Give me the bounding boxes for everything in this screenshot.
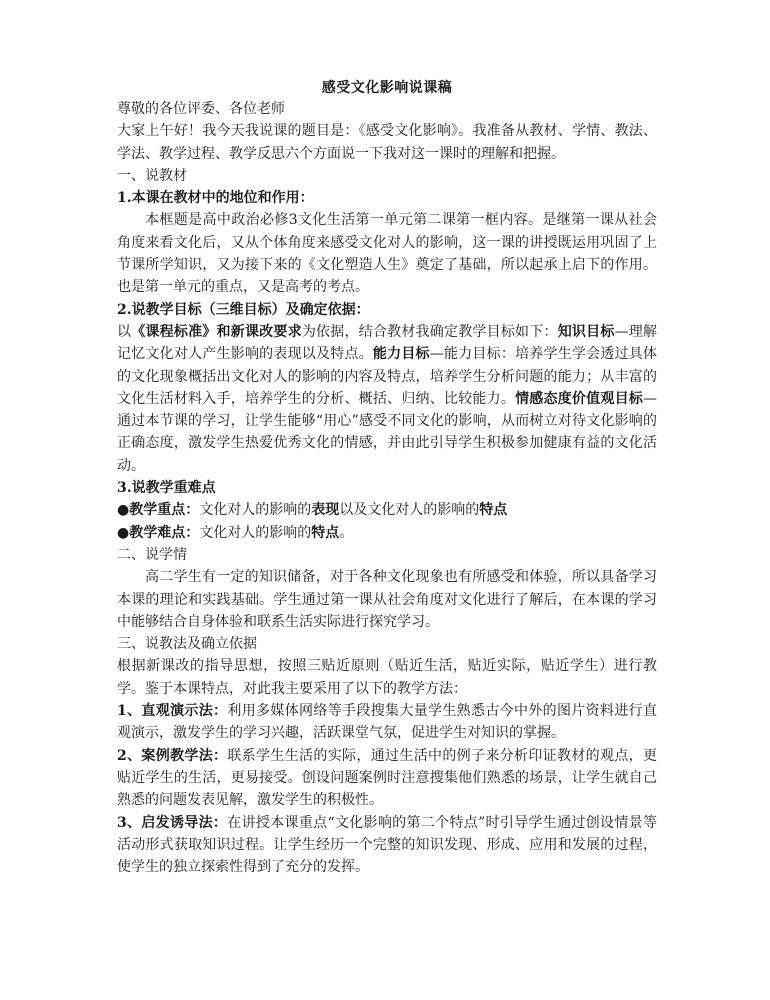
objectives-text: 为依据，结合教材我确定教学目标如下： — [301, 323, 558, 340]
method-text: 利用多媒体网络等手段搜集大量学生熟悉古今中外的图片资料进行直观演示，激发学生的学习兴趣，活跃课堂气氛，促进学生对知识的掌握。 — [117, 703, 657, 742]
curriculum-standard: 《课程标准》和新课改要求 — [131, 323, 302, 340]
section-heading-students: 二、说学情 — [117, 546, 187, 563]
difficult-point-line — [117, 522, 657, 544]
method-text: 联系学生生活的实际，通过生活中的例子来分析印证教材的观点，更贴近学生的生活，更易接受。创设问题案例时注意搜集他们熟悉的场景，让学生就自己熟悉的问题发表见解，激发学生的积极性。 — [117, 747, 657, 809]
objectives-text: 以 — [117, 323, 132, 340]
students-paragraph: 高二学生有一定的知识储备，对于各种文化现象也有所感受和体验，所以具备学习本课的理论和实践基础。学生通过第一课从社会角度对文化进行了解后，在本课的学习中能够结合自身体验和联系生活实际进行探究学习。 — [117, 569, 657, 630]
key-point-text: 以及文化对人的影响的 — [339, 502, 480, 519]
emotion-goal-label: 情感态度价值观目标 — [515, 390, 644, 407]
document-title: 感受文化影响说课稿 — [321, 80, 453, 96]
status-role-paragraph: 本框题是高中政治必修3文化生活第一单元第二课第一框内容。是继第一课从社会角度来看文化后，又从个体角度来感受文化对人的影响，这一课的讲授既运用巩固了上节课所学知识，又为接下来的《文化塑造人生》奠定了基础，所以起承上启下的作用。也是第一单元的重点，又是高考的考点。 — [117, 212, 657, 296]
intro-paragraph: 大家上午好！我今天我说课的题目是：《感受文化影响》。我准备从教材、学情、教法、学法、教学过程、教学反思六个方面说一下我对这一课时的理解和把握。 — [117, 123, 657, 162]
method-item — [117, 812, 657, 879]
greeting: 尊敬的各位评委、各位老师 — [117, 101, 285, 117]
method-label: 1、直观演示法： — [117, 703, 228, 720]
subheading-objectives: 2.说教学目标（三维目标）及确定依据： — [117, 301, 370, 318]
knowledge-goal-label: 知识目标 — [557, 323, 615, 340]
difficult-point-emph: 特点 — [311, 524, 340, 541]
key-point-text: 文化对人的影响的 — [199, 502, 312, 519]
key-point-emph: 表现 — [311, 502, 340, 519]
difficult-point-text: 文化对人的影响的 — [199, 524, 312, 541]
emotion-goal-text: —通过本节课的学习，让学生能够“用心”感受不同文化的影响，从而树立对待文化影响的正确态度，激发学生热爱优秀文化的情感，并由此引导学生积极参加健康有益的文化活动。 — [117, 390, 658, 474]
subheading-key-difficult: 3.说教学重难点 — [117, 480, 216, 497]
method-item — [117, 745, 657, 812]
subheading-status-role: 1.本课在教材中的地位和作用： — [117, 190, 314, 207]
ability-goal-text: —能力目标：培养学生学会透过具体的文化现象概括出文化对人的影响的内容及特点，培养学生分析问题的能力；从丰富的文化生活材料入手，培养学生的分析、概括、归纳、比较能力。 — [117, 346, 658, 407]
method-label: 3、启发诱导法： — [117, 814, 228, 831]
ability-goal-label: 能力目标 — [372, 346, 430, 363]
method-item — [117, 700, 657, 745]
key-point-label: ●教学重点： — [117, 502, 200, 519]
method-label: 2、案例教学法： — [117, 747, 228, 764]
key-point-emph: 特点 — [479, 502, 508, 519]
key-point-line — [117, 499, 657, 521]
section-heading-textbook: 一、说教材 — [117, 167, 187, 184]
methods-paragraph: 根据新课改的指导思想，按照三贴近原则（贴近生活，贴近实际，贴近学生）进行教学。鉴于本课特点，对此我主要采用了以下的教学方法： — [117, 658, 657, 697]
difficult-point-label: ●教学难点： — [117, 524, 200, 541]
objectives-paragraph — [117, 321, 657, 477]
difficult-point-text: 。 — [339, 524, 354, 541]
section-heading-methods: 三、说教法及确立依据 — [117, 636, 257, 653]
knowledge-goal-text: —理解记忆文化对人产生影响的表现以及特点。 — [117, 323, 658, 363]
document-page — [117, 78, 657, 878]
method-text: 在讲授本课重点“文化影响的第二个特点”时引导学生通过创设情景等活动形式获取知识过程。让学生经历一个完整的知识发现、形成、应用和发展的过程，使学生的独立探索性得到了充分的发挥。 — [117, 814, 657, 876]
